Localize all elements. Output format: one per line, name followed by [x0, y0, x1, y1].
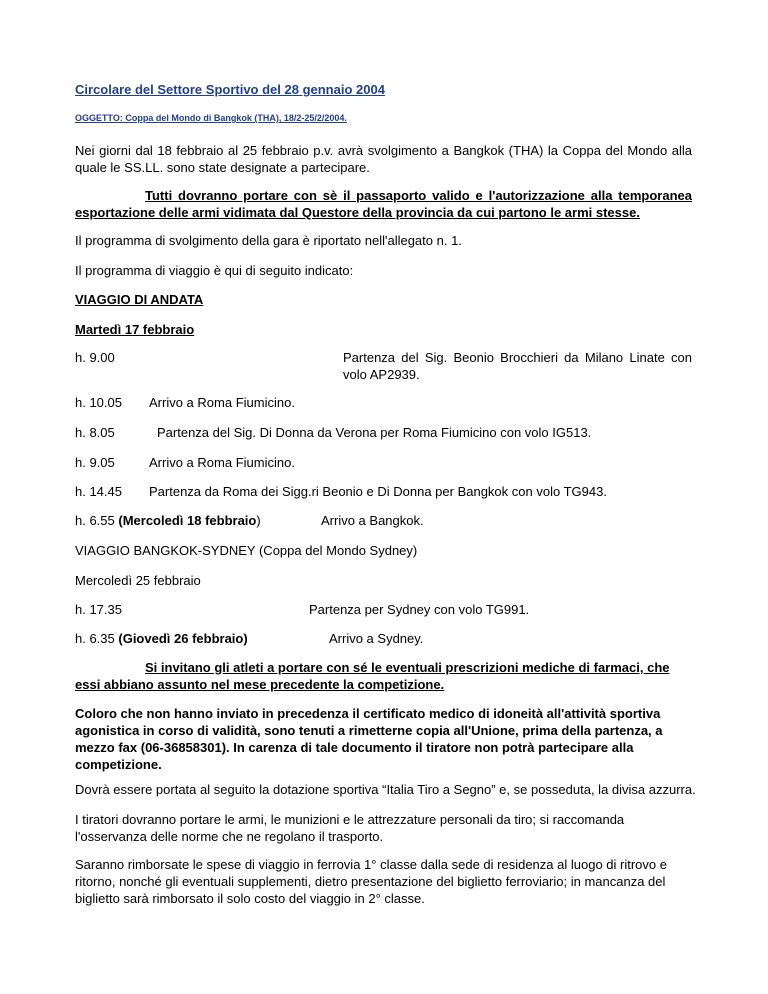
outbound-day: Martedì 17 febbraio	[75, 322, 195, 337]
arrival-day: (Giovedì 26 febbraio)	[118, 631, 248, 646]
arrival-sydney-time	[75, 630, 248, 647]
schedule-time: h. 17.35	[75, 602, 122, 617]
passport-notice: Tutti dovranno portare con sè il passaporto valido e l'autorizzazione alla temporanea esportazione delle armi vidimata dal Questore della provincia da cui partono le armi stesse.	[75, 188, 692, 220]
schedule-text: Partenza per Sydney con volo TG991.	[309, 602, 530, 617]
schedule-time: h. 10.05	[75, 395, 122, 410]
program-line: Il programma di svolgimento della gara è riportato nell'allegato n. 1.	[75, 233, 462, 248]
schedule-text: Partenza del Sig. Di Donna da Verona per Roma Fiumicino con volo IG513.	[157, 425, 592, 440]
document-title: Circolare del Settore Sportivo del 28 gennaio 2004	[75, 82, 385, 97]
medical-notice: Coloro che non hanno inviato in precedenza il certificato medico di idoneità all'attività sportiva agonistica in corso di validità, sono tenuti a rimetterne copia all'Unione, prima della partenza, a mezzo fax (06-36858301). In carenza di tale documento il tiratore non potrà partecipare alla competizione.	[75, 706, 663, 772]
schedule-text: Partenza da Roma dei Sigg.ri Beonio e Di Donna per Bangkok con volo TG943.	[149, 484, 607, 499]
schedule-text: Partenza del Sig. Beonio Brocchieri da Milano Linate con volo AP2939.	[343, 350, 692, 382]
schedule-time: h. 14.45	[75, 484, 122, 499]
schedule-time: h. 9.05	[75, 455, 115, 470]
arrival-day: (Mercoledì 18 febbraio	[118, 513, 257, 528]
sydney-day: Mercoledì 25 febbraio	[75, 573, 201, 588]
arrival-sydney-text: Arrivo a Sydney.	[329, 631, 424, 646]
schedule-text: Arrivo a Roma Fiumicino.	[149, 455, 295, 470]
document-subject: OGGETTO: Coppa del Mondo di Bangkok (THA), 18/2-25/2/2004.	[75, 113, 347, 123]
schedule-time: h. 9.00	[75, 350, 115, 365]
arrival-day-close: )	[256, 513, 261, 528]
weapons-notice: I tiratori dovranno portare le armi, le munizioni e le attrezzature personali da tiro; si raccomanda l'osservanza delle norme che ne regolano il trasporto.	[75, 812, 625, 844]
refund-notice: Saranno rimborsate le spese di viaggio in ferrovia 1° classe dalla sede di residenza al luogo di ritrovo e ritorno, nonché gli eventuali supplementi, dietro presentazione del biglietto ferroviario; in mancanza del biglietto sarà rimborsato il solo costo del viaggio in 2° classe.	[75, 857, 667, 906]
arrival-bangkok-text: Arrivo a Bangkok.	[321, 513, 424, 528]
intro-paragraph: Nei giorni dal 18 febbraio al 25 febbraio p.v. avrà svolgimento a Bangkok (THA) la Coppa del Mondo alla quale le SS.LL. sono state designate a partecipare.	[75, 143, 692, 175]
schedule-text: Arrivo a Roma Fiumicino.	[149, 395, 295, 410]
arrival-time: h. 6.55	[75, 513, 119, 528]
arrival-bangkok-time	[75, 512, 261, 529]
uniform-notice: Dovrà essere portata al seguito la dotazione sportiva “Italia Tiro a Segno” e, se posseduta, la divisa azzurra.	[75, 782, 696, 797]
travel-line: Il programma di viaggio è qui di seguito indicato:	[75, 263, 354, 278]
arrival-time: h. 6.35	[75, 631, 119, 646]
prescriptions-notice: Si invitano gli atleti a portare con sé le eventuali prescrizioni mediche di farmaci, che essi abbiano assunto nel mese precedente la competizione.	[75, 660, 670, 692]
sydney-heading: VIAGGIO BANGKOK-SYDNEY (Coppa del Mondo Sydney)	[75, 543, 418, 558]
schedule-time: h. 8.05	[75, 425, 115, 440]
outbound-heading: VIAGGIO DI ANDATA	[75, 292, 204, 307]
